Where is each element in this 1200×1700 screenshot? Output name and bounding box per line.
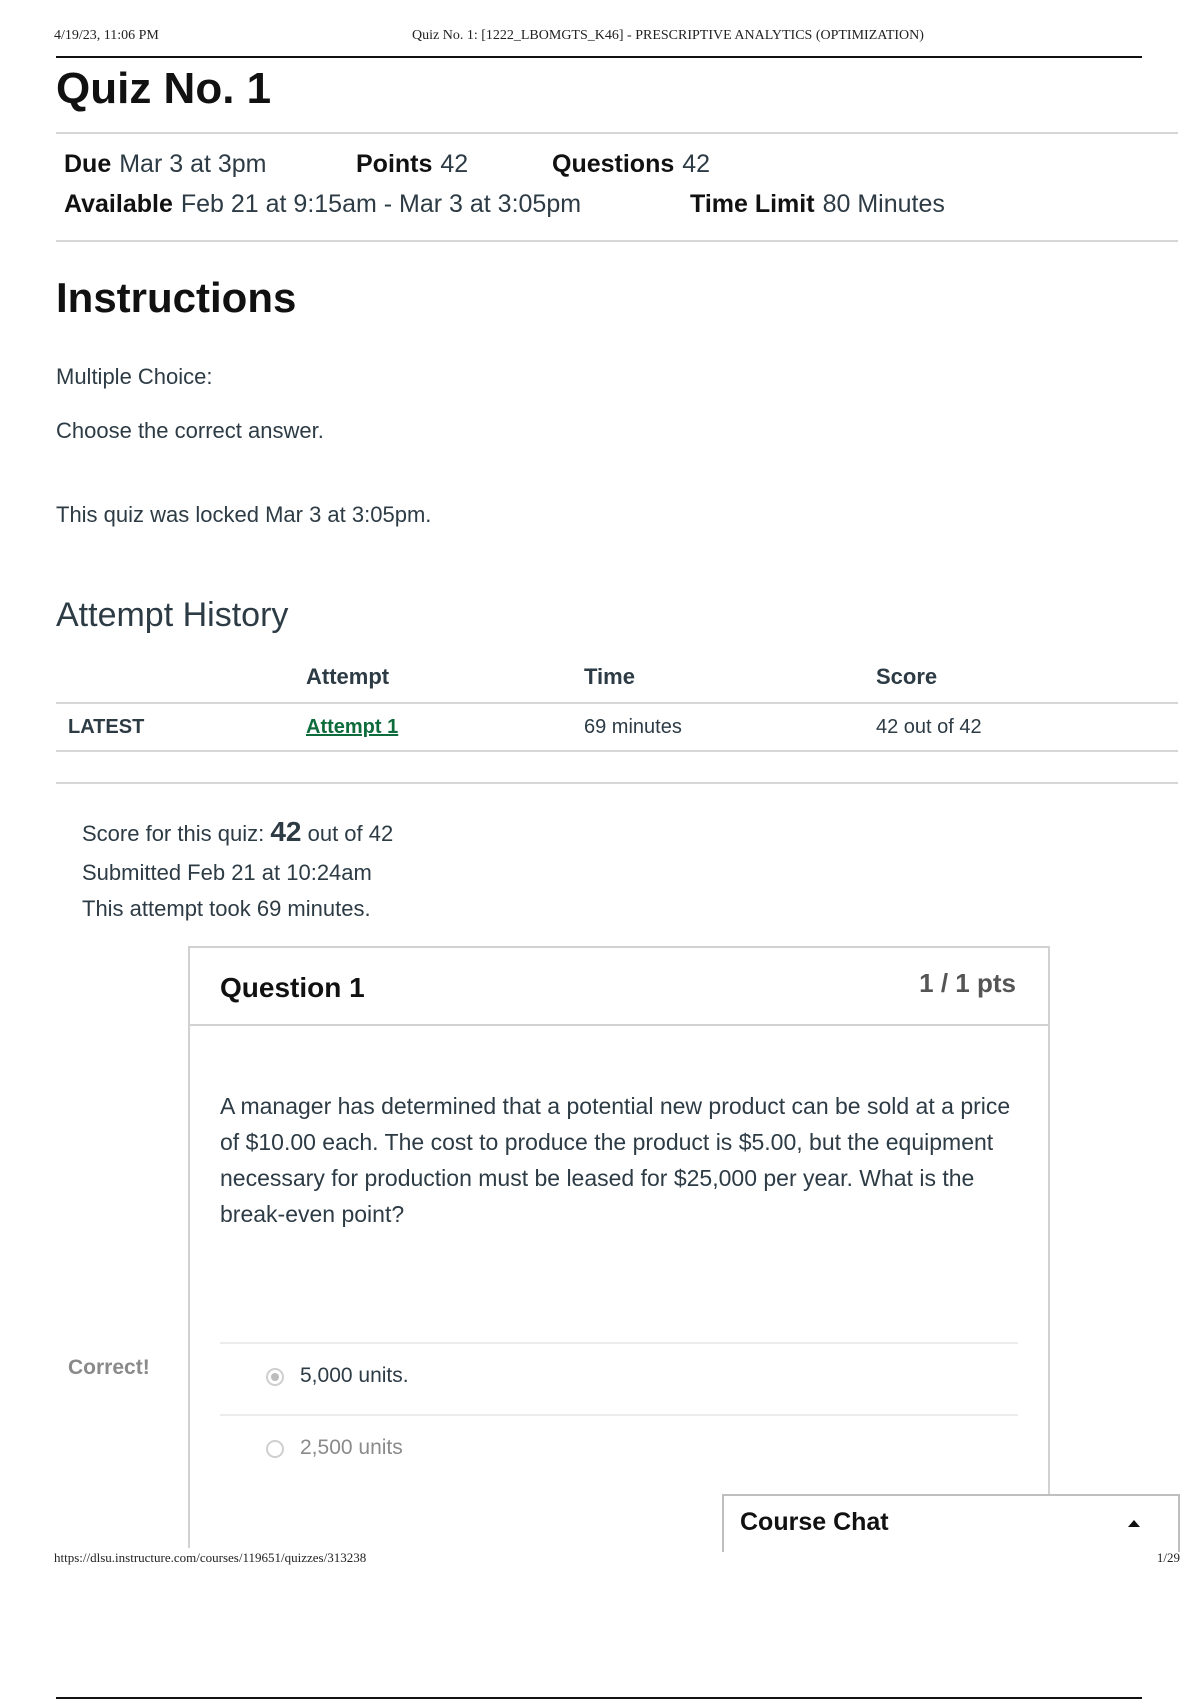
course-chat-label: Course Chat — [740, 1508, 889, 1536]
points-label: Points — [356, 150, 433, 178]
instructions-heading: Instructions — [56, 274, 297, 321]
due-meta — [64, 150, 267, 179]
due-label: Due — [64, 150, 112, 178]
instructions-line: Multiple Choice: — [56, 364, 213, 389]
answer-label: 5,000 units. — [300, 1364, 409, 1387]
question-card — [188, 946, 1050, 1548]
print-page-number: 1/29 — [1156, 1550, 1180, 1565]
table-header-divider — [56, 702, 1178, 704]
header-divider — [56, 56, 1142, 58]
radio-empty-icon[interactable] — [266, 1440, 284, 1458]
points-meta — [356, 150, 468, 179]
print-url: https://dlsu.instructure.com/courses/119651/quizzes/313238 — [54, 1550, 367, 1565]
course-chat-toggle[interactable] — [722, 1494, 1180, 1552]
answer-option[interactable] — [220, 1344, 1018, 1414]
available-label: Available — [64, 190, 173, 218]
column-header-time: Time — [584, 664, 635, 689]
questions-value: 42 — [682, 150, 711, 178]
correct-answer-flag: Correct! — [68, 1356, 150, 1379]
caret-up-icon — [1128, 1520, 1140, 1527]
divider — [56, 132, 1178, 134]
score-suffix: out of 42 — [307, 821, 394, 846]
question-header — [190, 948, 1048, 1026]
column-header-attempt: Attempt — [306, 664, 390, 689]
due-value: Mar 3 at 3pm — [119, 150, 267, 178]
time-limit-label: Time Limit — [690, 190, 815, 218]
time-limit-meta — [690, 190, 945, 219]
attempt-duration: This attempt took 69 minutes. — [82, 896, 371, 921]
print-document-title: Quiz No. 1: [1222_LBOMGTS_K46] - PRESCRIPTIVE ANALYTICS (OPTIMIZATION) — [412, 28, 924, 43]
latest-tag: LATEST — [68, 716, 145, 738]
page-bottom-divider — [56, 1697, 1142, 1699]
questions-meta — [552, 150, 710, 179]
question-points: 1 / 1 pts — [919, 968, 1016, 998]
quiz-score — [82, 816, 393, 848]
answer-label: 2,500 units — [300, 1436, 403, 1459]
divider — [56, 240, 1178, 242]
question-title: Question 1 — [220, 972, 365, 1003]
answer-option[interactable] — [220, 1416, 1018, 1486]
instructions-line: Choose the correct answer. — [56, 418, 324, 443]
attempt-link[interactable]: Attempt 1 — [306, 716, 399, 738]
points-value: 42 — [440, 150, 469, 178]
page-title: Quiz No. 1 — [56, 64, 272, 113]
attempt-history-heading: Attempt History — [56, 596, 289, 634]
submitted-time: Submitted Feb 21 at 10:24am — [82, 860, 372, 885]
divider — [56, 782, 1178, 784]
question-text: A manager has determined that a potential new product can be sold at a price of $10.00 each. The cost to produce the product is $5.00, but the equipment necessary for production must be leased for $25,000 per year. What is the break-even point? — [220, 1093, 1011, 1227]
lock-notice: This quiz was locked Mar 3 at 3:05pm. — [56, 502, 432, 527]
table-row-divider — [56, 750, 1178, 752]
radio-selected-icon[interactable] — [266, 1368, 284, 1386]
available-value: Feb 21 at 9:15am - Mar 3 at 3:05pm — [180, 190, 582, 218]
time-limit-value: 80 Minutes — [822, 190, 945, 218]
questions-label: Questions — [552, 150, 675, 178]
column-header-score: Score — [876, 664, 938, 689]
score-value: 42 — [270, 816, 302, 847]
attempt-time: 69 minutes — [584, 716, 682, 738]
print-datetime: 4/19/23, 11:06 PM — [54, 28, 159, 43]
attempt-score: 42 out of 42 — [876, 716, 982, 738]
available-meta — [64, 190, 581, 219]
score-prefix: Score for this quiz: — [82, 821, 265, 846]
